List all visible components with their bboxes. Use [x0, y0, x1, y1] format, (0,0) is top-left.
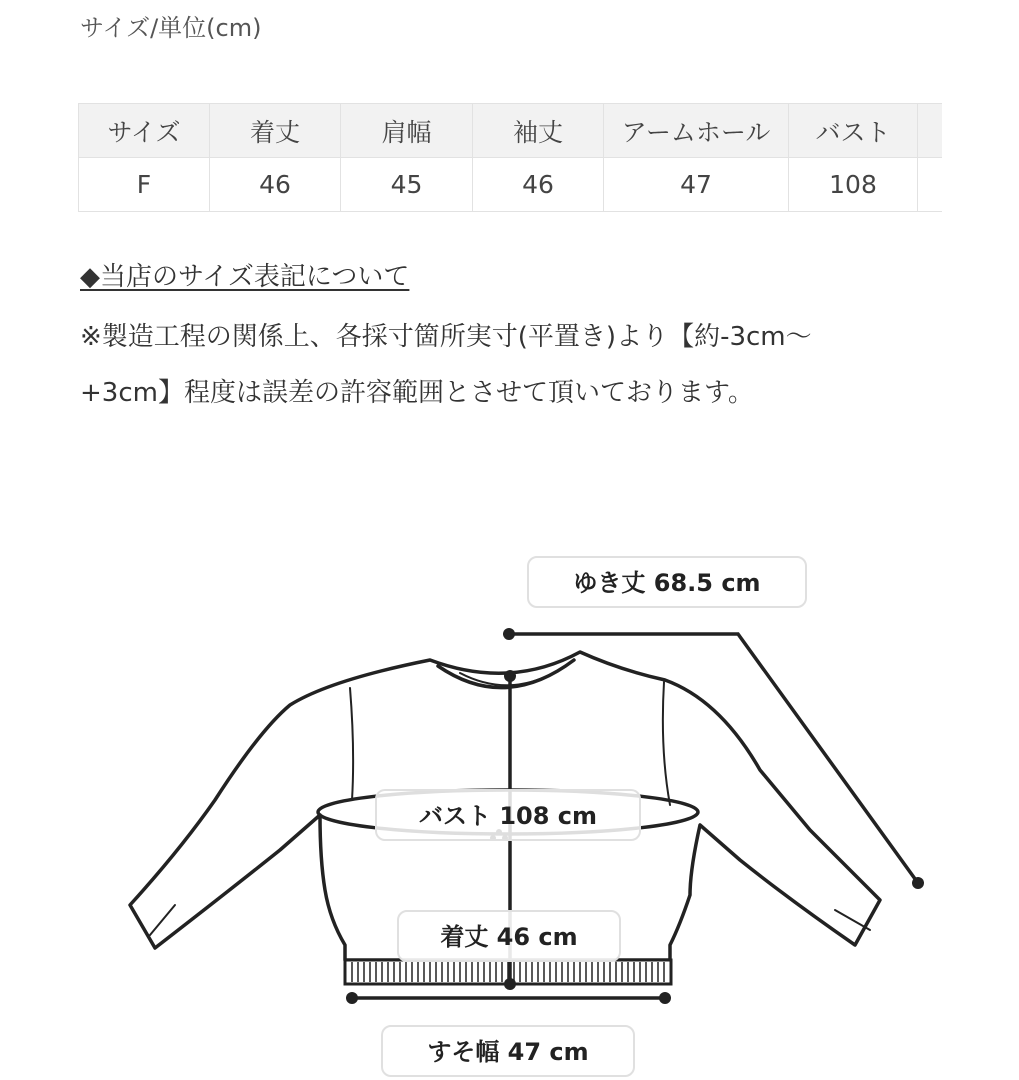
table-overflow-edge: [918, 158, 943, 212]
sweater-right-raglan-seam: [663, 682, 670, 805]
hem-width-line: [346, 992, 671, 1004]
size-notation-link[interactable]: ◆当店のサイズ表記について: [80, 262, 410, 292]
length-text: 着丈 46 cm: [440, 923, 578, 951]
tolerance-note-line-2: +3cm】程度は誤差の許容範囲とさせて頂いております。: [80, 378, 754, 408]
tolerance-note-line-1: ※製造工程の関係上、各採寸箇所実寸(平置き)より【約-3cm〜: [80, 322, 812, 352]
size-unit-title: サイズ/単位(cm): [80, 14, 262, 42]
table-cell-length: 46: [210, 158, 341, 212]
column-header-armhole: アームホール: [604, 104, 789, 158]
column-header-size: サイズ: [79, 104, 210, 158]
table-cell-shoulder: 45: [341, 158, 473, 212]
column-header-bust: バスト: [789, 104, 918, 158]
column-header-length: 着丈: [210, 104, 341, 158]
sweater-left-cuff: [150, 905, 175, 935]
table-overflow-edge: [918, 104, 943, 158]
table-cell-armhole: 47: [604, 158, 789, 212]
bust-text: バスト 108 cm: [418, 802, 598, 830]
tolerance-note: [80, 309, 940, 421]
table-cell-size: F: [79, 158, 210, 212]
column-header-sleeve: 袖丈: [473, 104, 604, 158]
table-cell-bust: 108: [789, 158, 918, 212]
size-table-header-row: [79, 104, 943, 158]
table-cell-sleeve: 46: [473, 158, 604, 212]
bust-label: [376, 790, 640, 840]
hem-width-label: [382, 1026, 634, 1076]
sweater-measurement-diagram: [0, 540, 1019, 1080]
table-row: [79, 158, 943, 212]
sleeve-length-text: ゆき丈 68.5 cm: [573, 569, 761, 597]
column-header-shoulder: 肩幅: [341, 104, 473, 158]
sweater-right-cuff: [835, 910, 870, 930]
sleeve-length-label: [528, 557, 806, 607]
length-label: [398, 911, 620, 961]
size-table: [78, 103, 942, 212]
sweater-left-raglan-seam: [350, 688, 353, 800]
hem-width-text: すそ幅 47 cm: [427, 1038, 589, 1066]
